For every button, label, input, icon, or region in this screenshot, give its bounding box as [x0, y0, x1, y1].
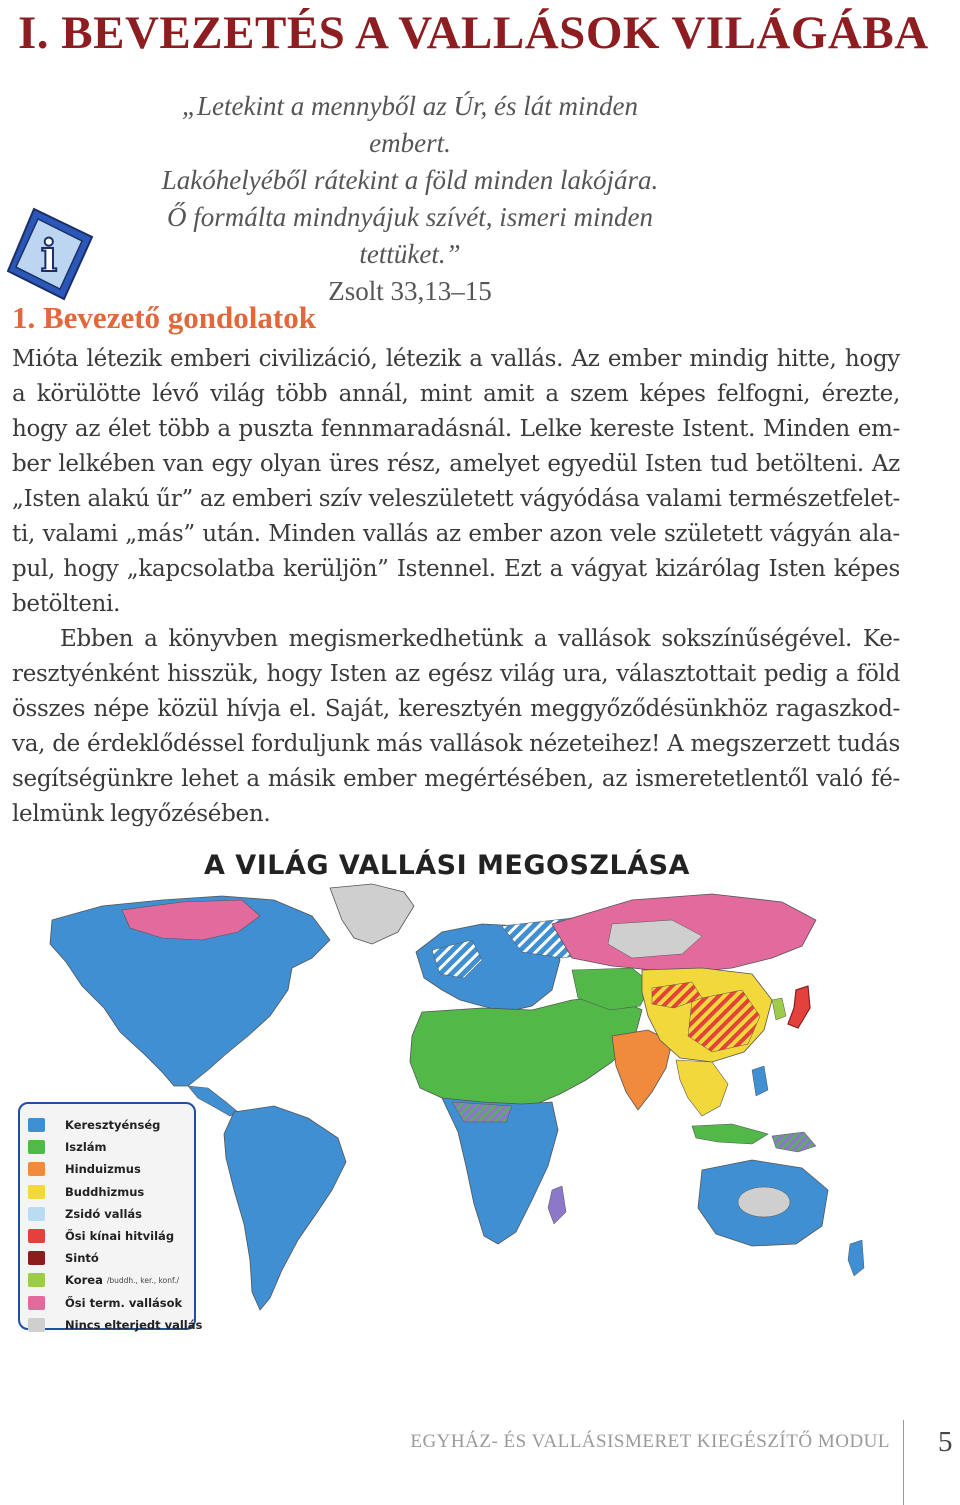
- region-new-zealand: [848, 1240, 864, 1276]
- legend-item: [28, 1114, 186, 1136]
- legend-item: [28, 1247, 186, 1269]
- quote-line: Ő formálta mindnyájuk szívét, ismeri minden tettüket.”: [167, 202, 653, 269]
- legend-swatch: [28, 1118, 45, 1132]
- region-se-asia: [676, 1060, 728, 1116]
- region-south-america: [224, 1106, 346, 1310]
- text-line: összes népe közül hívja el. Saját, keresztyén meggyőződésünkhöz ragaszkod-: [12, 696, 900, 722]
- quote-source: Zsolt 33,13–15: [328, 276, 492, 306]
- legend-label: Korea: [65, 1273, 103, 1288]
- legend-item: [28, 1181, 186, 1203]
- footer-module-title: EGYHÁZ- ÉS VALLÁSISMERET KIEGÉSZÍTŐ MODUL: [410, 1431, 890, 1452]
- legend-swatch: [28, 1185, 45, 1199]
- region-islam-belt: [410, 996, 642, 1108]
- map-legend: [18, 1102, 203, 1332]
- map-title: A VILÁG VALLÁSI MEGOSZLÁSA: [204, 850, 690, 881]
- text-line: a körülötte lévő világ több annál, mint amit a szem képes felfogni, érezte,: [12, 381, 900, 407]
- legend-label: Keresztyénség: [65, 1118, 161, 1133]
- legend-item: [28, 1136, 186, 1158]
- legend-item: [28, 1269, 186, 1291]
- footer-divider: [903, 1420, 904, 1505]
- text-line: segítségünkre lehet a másik ember megértésében, az ismeretetlentől való fé-: [12, 766, 900, 792]
- legend-label: Ősi term. vallások: [65, 1295, 183, 1310]
- legend-item: [28, 1314, 203, 1336]
- legend-item: [28, 1158, 186, 1180]
- info-glyph: i: [40, 231, 58, 282]
- legend-label: Iszlám: [65, 1140, 107, 1155]
- text-line: ti, valami „más” után. Minden vallás az ember azon vele született vágyán ala-: [12, 521, 900, 547]
- text-line: resztyénként hisszük, hogy Isten az egész világ ura, választottait pedig a föld: [12, 661, 900, 687]
- region-japan: [788, 986, 810, 1028]
- world-religion-map: [12, 840, 912, 1340]
- text-line: ber lelkében van egy olyan üres rész, amelyet egyedül Isten tud betölteni. Az: [12, 451, 900, 477]
- legend-label: Nincs elterjedt vallás: [65, 1317, 203, 1332]
- text-line: Ebben a könyvben megismerkedhetünk a vallások sokszínűségével. Ke-: [60, 626, 900, 652]
- info-icon: [4, 205, 96, 301]
- legend-swatch: [28, 1229, 45, 1243]
- region-madagascar: [548, 1186, 566, 1224]
- page-number: 5: [938, 1426, 953, 1458]
- legend-swatch: [28, 1273, 45, 1287]
- legend-swatch: [28, 1207, 45, 1221]
- legend-swatch: [28, 1296, 45, 1310]
- legend-label: Ősi kínai hitvilág: [65, 1229, 175, 1244]
- region-philippines: [752, 1066, 768, 1096]
- legend-note: /buddh., ker., konf./: [106, 1275, 179, 1285]
- legend-label: Sintó: [65, 1251, 99, 1266]
- legend-swatch: [28, 1140, 45, 1154]
- region-korea: [772, 998, 786, 1020]
- text-line: „Isten alakú űr” az emberi szív veleszületett vágyódása valami természetfelet-: [12, 486, 900, 512]
- chapter-title: I. BEVEZETÉS A VALLÁSOK VILÁGÁBA: [18, 7, 929, 59]
- quote-line: „Letekint a mennyből az Úr, és lát minden embert.: [182, 91, 638, 158]
- text-line: pul, hogy „kapcsolatba kerüljön” Istennel. Ezt a vágyat kizárólag Isten képes: [12, 556, 900, 582]
- text-line: va, de érdeklődéssel forduljunk más vallások nézeteihez! A megszerzett tudás: [12, 731, 900, 757]
- paragraph-intro: [12, 342, 900, 622]
- bible-quote: [160, 88, 660, 310]
- region-australia-nonreligious: [738, 1187, 790, 1217]
- region-greenland: [330, 884, 414, 944]
- legend-label: Buddhizmus: [65, 1184, 145, 1199]
- text-line: hogy az élet több a puszta fennmaradásnál. Lelke kereste Istent. Minden em-: [12, 416, 900, 442]
- section-heading: 1. Bevezető gondolatok: [12, 300, 316, 335]
- text-line: Mióta létezik emberi civilizáció, létezik a vallás. Az ember mindig hitte, hogy: [12, 346, 900, 372]
- legend-item: [28, 1203, 186, 1225]
- text-line: betölteni.: [12, 591, 121, 617]
- quote-line: Lakóhelyéből rátekint a föld minden lakójára.: [161, 165, 659, 195]
- legend-label: Hinduizmus: [65, 1162, 141, 1177]
- legend-swatch: [28, 1318, 45, 1332]
- region-png: [772, 1132, 816, 1152]
- legend-item: [28, 1292, 186, 1314]
- legend-label: Zsidó vallás: [65, 1206, 143, 1221]
- legend-item: [28, 1225, 186, 1247]
- text-line: lelmünk legyőzésében.: [12, 801, 271, 827]
- region-indonesia: [692, 1124, 768, 1144]
- paragraph-book: [12, 622, 900, 832]
- legend-swatch: [28, 1162, 45, 1176]
- legend-swatch: [28, 1251, 45, 1265]
